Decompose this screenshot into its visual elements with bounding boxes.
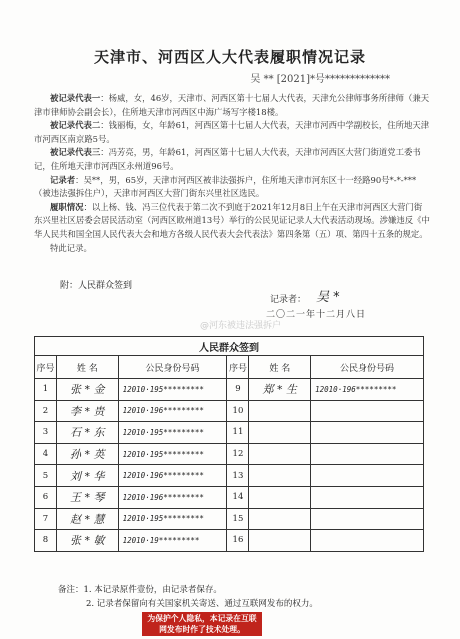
id-number: 12010·196********* [118, 465, 227, 487]
paragraph-recorder: 记录者：吴**，男，65岁，天津市河西区被非法强拆户，住所地天津市河东区十一经路90号*-*-***（被违法强拆住户），天津市河西区大营门街东兴里社区选民。 [34, 174, 417, 199]
table-caption: 人民群众签到 [35, 337, 424, 356]
id-number [311, 443, 424, 465]
table-row [35, 508, 424, 530]
sign-in-table [34, 336, 424, 552]
paragraph-delegate-1: 被记录代表一：杨威，女，46岁，天津市、河西区第十七届人大代表，天津允公律师事务所律师（兼天津市律师协会副会长），住所地天津市河西区中海广场写字楼18楼。 [34, 93, 430, 117]
signer-name [249, 530, 311, 552]
paragraph-delegate-2: 被记录代表二：钱丽梅，女，年龄61，河西区第十七届人大代表，天津市河西中学副校长，住所地天津市河西区南京路5号。 [34, 120, 430, 144]
row-number: 5 [35, 465, 57, 487]
header-name: 姓 名 [249, 356, 311, 379]
signer-name [249, 443, 311, 465]
header-no: 序号 [227, 356, 249, 379]
paragraph-performance: 履职情况：以上杨、钱、冯三位代表于第二次不到庭于2021年12月8日上午在天津市河西区大营门街东兴里社区居委会居民活动室（河西区欧州道13号）举行的公民见证记录人大代表活动现场。涉嫌违反《中华人民共和国全国人民代表大会和地方各级人民代表大会代表法》第四条第（五）项、第四十五条的规定。 [34, 201, 430, 239]
id-number [311, 486, 424, 508]
id-number [311, 508, 424, 530]
signer-name [249, 486, 311, 508]
signer-name: 李 * 贵 [56, 400, 118, 422]
signer-name: 张 * 金 [56, 379, 118, 401]
row-number: 2 [35, 400, 57, 422]
table-row [35, 379, 424, 401]
row-number: 7 [35, 508, 57, 530]
document-title: 天津市、河西区人大代表履职情况记录 [93, 48, 366, 66]
row-number: 6 [35, 486, 57, 508]
watermark: @河东被违法强拆户 [200, 321, 282, 331]
attachment-note: 附：人民群众签到 [60, 281, 133, 291]
row-number: 11 [227, 422, 249, 444]
signer-name [249, 508, 311, 530]
id-number: 12010·196********* [118, 486, 227, 508]
row-number: 14 [227, 486, 249, 508]
recorder-label: 记录者： [270, 295, 307, 305]
row-number: 1 [35, 379, 57, 401]
header-id: 公民身份号码 [311, 356, 424, 379]
signer-name: 郑 * 生 [249, 379, 311, 401]
header-no: 序号 [35, 356, 57, 379]
signer-name: 张 * 敏 [56, 530, 118, 552]
id-number [311, 400, 424, 422]
note-2: 2. 记录者保留向有关国家机关寄送、通过互联网发布的权力。 [86, 599, 318, 609]
notes [58, 583, 318, 611]
paragraph-closing: 特此记录。 [50, 242, 92, 253]
row-number: 4 [35, 443, 57, 465]
signer-name [249, 465, 311, 487]
row-number: 12 [227, 443, 249, 465]
row-number: 16 [227, 530, 249, 552]
paragraph-delegate-3: 被记录代表三：冯芳亮，男，年龄61，河西区第十七届人大代表，天津市河西区大营门街道党工委书记，住所地天津市河西区永州道96号。 [34, 147, 421, 171]
id-number: 12010·195********* [118, 422, 227, 444]
id-number: 12010·195********* [118, 443, 227, 465]
row-number: 15 [227, 508, 249, 530]
table-row [35, 486, 424, 508]
note-1: 备注：1. 本记录原件壹份，由记录者保存。 [58, 585, 222, 595]
record-date: 二〇二一年十二月八日 [266, 310, 367, 320]
signer-name [249, 400, 311, 422]
id-number: 12010·195********* [118, 379, 227, 401]
table-row [35, 443, 424, 465]
signer-name: 孙 * 英 [56, 443, 118, 465]
table-row [35, 465, 424, 487]
row-number: 3 [35, 422, 57, 444]
id-number [311, 422, 424, 444]
table-body [35, 379, 424, 552]
recorder-signature: 吴 * [316, 290, 340, 305]
signer-name: 王 * 琴 [56, 486, 118, 508]
header-name: 姓 名 [56, 356, 118, 379]
record-body [34, 92, 430, 255]
table-row [35, 400, 424, 422]
signer-name [249, 422, 311, 444]
signer-name: 赵 * 慧 [56, 508, 118, 530]
id-number [311, 465, 424, 487]
document-number: 吴 ** [2021]*号************* [250, 74, 390, 85]
id-number: 12010·196********* [311, 379, 424, 401]
row-number: 8 [35, 530, 57, 552]
id-number: 12010·195********* [118, 508, 227, 530]
row-number: 10 [227, 400, 249, 422]
id-number [311, 530, 424, 552]
id-number: 12010·19********* [118, 530, 227, 552]
signer-name: 石 * 东 [56, 422, 118, 444]
header-id: 公民身份号码 [118, 356, 227, 379]
table-row [35, 422, 424, 444]
table-row [35, 530, 424, 552]
row-number: 9 [227, 379, 249, 401]
signer-name: 刘 * 华 [56, 465, 118, 487]
privacy-notice: 为保护个人隐私，本记录在互联网发布时作了技术处理。 [142, 612, 262, 636]
id-number: 12010·196********* [118, 400, 227, 422]
row-number: 13 [227, 465, 249, 487]
